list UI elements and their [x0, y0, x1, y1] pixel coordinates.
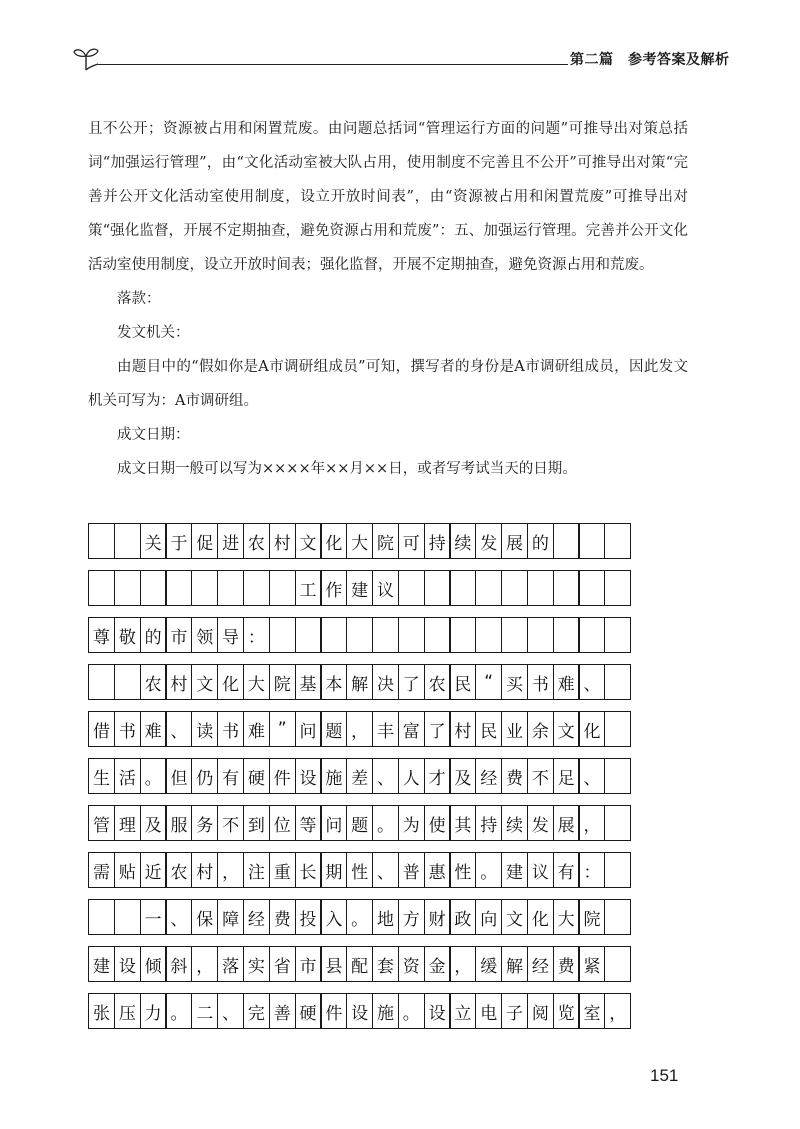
grid-cell: 理 — [114, 805, 141, 841]
grid-cell: 。 — [140, 758, 167, 794]
grid-cell — [114, 523, 141, 559]
grid-cell — [398, 617, 425, 653]
paragraph-issuer-explanation: 由题目中的“假如你是A市调研组成员”可知，撰写者的身份是A市调研组成员，因此发文机关可写为：A市调研组。 — [88, 359, 688, 409]
grid-cell: 展 — [501, 523, 528, 559]
grid-cell — [501, 617, 528, 653]
grid-cell — [88, 523, 115, 559]
grid-cell: 解 — [501, 946, 528, 982]
grid-cell: 县 — [320, 946, 347, 982]
grid-cell: 大 — [346, 523, 373, 559]
grid-cell: 等 — [295, 805, 322, 841]
grid-cell — [604, 617, 631, 653]
grid-cell: 人 — [398, 758, 425, 794]
grid-row — [88, 805, 682, 841]
grid-cell: 化 — [578, 711, 605, 747]
grid-cell — [527, 570, 554, 606]
grid-cell: 件 — [320, 993, 347, 1029]
grid-cell — [475, 570, 502, 606]
grid-cell: 书 — [527, 664, 554, 700]
grid-cell: 套 — [372, 946, 399, 982]
grid-cell: 院 — [578, 899, 605, 935]
grid-cell — [372, 617, 399, 653]
grid-cell: 书 — [114, 711, 141, 747]
grid-cell: 立 — [449, 993, 476, 1029]
grid-cell: 难 — [553, 664, 580, 700]
grid-cell: ： — [578, 852, 605, 888]
grid-cell: ， — [191, 946, 218, 982]
grid-cell: 大 — [243, 664, 270, 700]
grid-cell: 政 — [449, 899, 476, 935]
grid-cell: 、 — [578, 664, 605, 700]
grid-cell: 文 — [295, 523, 322, 559]
grid-cell: 院 — [372, 523, 399, 559]
grid-cell: 配 — [346, 946, 373, 982]
grid-cell: 、 — [165, 711, 192, 747]
grid-cell — [217, 570, 244, 606]
grid-cell: 决 — [372, 664, 399, 700]
grid-cell — [578, 617, 605, 653]
grid-cell — [604, 570, 631, 606]
grid-cell: 业 — [501, 711, 528, 747]
grid-cell: 、 — [217, 993, 244, 1029]
grid-cell: 领 — [191, 617, 218, 653]
grid-cell: 建 — [501, 852, 528, 888]
grid-cell: 化 — [320, 523, 347, 559]
grid-cell: 民 — [449, 664, 476, 700]
grid-cell: 期 — [320, 852, 347, 888]
grid-cell — [604, 523, 631, 559]
grid-cell: 不 — [527, 758, 554, 794]
grid-cell: 性 — [346, 852, 373, 888]
grid-cell — [269, 570, 296, 606]
answer-text — [88, 112, 688, 486]
grid-cell — [140, 570, 167, 606]
grid-cell — [114, 899, 141, 935]
grid-cell: 难 — [243, 711, 270, 747]
grid-cell: 。 — [372, 805, 399, 841]
grid-cell — [320, 617, 347, 653]
grid-row — [88, 570, 682, 606]
grid-cell — [604, 758, 631, 794]
grid-cell: 设 — [346, 993, 373, 1029]
grid-cell: 经 — [243, 899, 270, 935]
header-rule — [98, 64, 568, 65]
grid-cell: 足 — [553, 758, 580, 794]
grid-cell: 室 — [578, 993, 605, 1029]
grid-cell: 实 — [243, 946, 270, 982]
grid-cell — [578, 570, 605, 606]
grid-cell: 农 — [140, 664, 167, 700]
grid-cell: 关 — [140, 523, 167, 559]
grid-cell: 问 — [295, 711, 322, 747]
grid-cell: 续 — [449, 523, 476, 559]
grid-cell: 费 — [269, 899, 296, 935]
grid-cell: 续 — [501, 805, 528, 841]
grid-cell — [578, 523, 605, 559]
grid-cell: 化 — [527, 899, 554, 935]
grid-cell: 惠 — [424, 852, 451, 888]
grid-cell: 重 — [269, 852, 296, 888]
grid-cell: 贴 — [114, 852, 141, 888]
grid-cell: 差 — [346, 758, 373, 794]
grid-cell — [424, 570, 451, 606]
grid-cell: 服 — [165, 805, 192, 841]
grid-cell: 工 — [295, 570, 322, 606]
grid-cell: 基 — [295, 664, 322, 700]
grid-cell — [269, 617, 296, 653]
grid-cell: 设 — [114, 946, 141, 982]
grid-cell: 促 — [191, 523, 218, 559]
grid-row — [88, 946, 682, 982]
grid-cell: 压 — [114, 993, 141, 1029]
grid-cell: 才 — [424, 758, 451, 794]
grid-cell: 题 — [320, 711, 347, 747]
grid-cell: 、 — [578, 758, 605, 794]
grid-cell: 。 — [346, 899, 373, 935]
grid-cell: 经 — [475, 758, 502, 794]
grid-cell: 进 — [217, 523, 244, 559]
grid-cell — [88, 899, 115, 935]
grid-cell: 市 — [295, 946, 322, 982]
grid-cell: 村 — [269, 523, 296, 559]
grid-cell — [88, 570, 115, 606]
grid-cell: 农 — [243, 523, 270, 559]
grid-cell: 设 — [424, 993, 451, 1029]
grid-cell: 文 — [553, 711, 580, 747]
grid-cell: 施 — [320, 758, 347, 794]
grid-row — [88, 899, 682, 935]
grid-cell: ” — [269, 711, 296, 747]
grid-cell: 二 — [191, 993, 218, 1029]
grid-cell: 财 — [424, 899, 451, 935]
grid-cell: 近 — [140, 852, 167, 888]
grid-cell: 展 — [553, 805, 580, 841]
grid-row — [88, 758, 682, 794]
grid-cell — [604, 664, 631, 700]
grid-cell: 敬 — [114, 617, 141, 653]
grid-cell: “ — [475, 664, 502, 700]
grid-cell — [191, 570, 218, 606]
grid-cell: ， — [217, 852, 244, 888]
grid-cell: 的 — [140, 617, 167, 653]
grid-cell: 不 — [217, 805, 244, 841]
grid-cell: 活 — [114, 758, 141, 794]
grid-cell: 长 — [295, 852, 322, 888]
grid-cell: 村 — [165, 664, 192, 700]
grid-cell: 村 — [191, 852, 218, 888]
grid-cell: ， — [578, 805, 605, 841]
grid-cell — [604, 852, 631, 888]
grid-cell: 阅 — [527, 993, 554, 1029]
grid-cell: 、 — [165, 899, 192, 935]
grid-cell: 难 — [140, 711, 167, 747]
grid-cell — [88, 664, 115, 700]
grid-cell: 本 — [320, 664, 347, 700]
paragraph-date-heading: 成文日期： — [117, 427, 190, 443]
grid-cell: 硬 — [295, 993, 322, 1029]
grid-cell: 问 — [320, 805, 347, 841]
grid-cell: 为 — [398, 805, 425, 841]
grid-cell: 大 — [553, 899, 580, 935]
grid-cell — [604, 899, 631, 935]
grid-cell: 可 — [398, 523, 425, 559]
grid-cell: 尊 — [88, 617, 115, 653]
grid-cell: 览 — [553, 993, 580, 1029]
essay-grid — [88, 523, 682, 1040]
grid-cell — [527, 617, 554, 653]
grid-cell: 发 — [475, 523, 502, 559]
grid-cell — [553, 570, 580, 606]
grid-cell: 及 — [140, 805, 167, 841]
grid-cell: 施 — [372, 993, 399, 1029]
grid-cell: 保 — [191, 899, 218, 935]
grid-cell: 文 — [501, 899, 528, 935]
grid-cell — [346, 617, 373, 653]
paragraph-signature-heading: 落款： — [117, 291, 161, 307]
grid-cell — [424, 617, 451, 653]
grid-cell — [114, 570, 141, 606]
grid-cell: 使 — [424, 805, 451, 841]
grid-cell: 性 — [449, 852, 476, 888]
grid-cell: 于 — [165, 523, 192, 559]
grid-cell: 件 — [269, 758, 296, 794]
grid-cell: 买 — [501, 664, 528, 700]
grid-cell — [553, 523, 580, 559]
paragraph-analysis: 且不公开；资源被占用和闲置荒废。由问题总括词“管理运行方面的问题”可推导出对策总括词“加强运行管理”，由“文化活动室被大队占用，使用制度不完善且不公开”可推导出对策“完善并公开文化活动室使用制度，设立开放时间表”，由“资源被占用和闲置荒废”可推导出对策“强化监督，开展不定期抽查，避免资源占用和荒废”：五、加强运行管理。完善并公开文化活动室使用制度，设立开放时间表；强化监督，开展不定期抽查，避免资源占用和荒废。 — [88, 121, 688, 273]
grid-cell: 设 — [295, 758, 322, 794]
grid-cell: 丰 — [372, 711, 399, 747]
grid-cell: 文 — [191, 664, 218, 700]
grid-cell — [398, 570, 425, 606]
grid-cell: 力 — [140, 993, 167, 1029]
grid-cell: 子 — [501, 993, 528, 1029]
grid-row — [88, 993, 682, 1029]
grid-cell: 务 — [191, 805, 218, 841]
grid-cell: 建 — [346, 570, 373, 606]
grid-cell: 持 — [475, 805, 502, 841]
grid-cell: 解 — [346, 664, 373, 700]
grid-cell: 题 — [346, 805, 373, 841]
grid-row — [88, 852, 682, 888]
grid-cell: 管 — [88, 805, 115, 841]
grid-row — [88, 664, 682, 700]
grid-cell: 入 — [320, 899, 347, 935]
grid-cell: 完 — [243, 993, 270, 1029]
page-header — [72, 44, 730, 74]
grid-cell: 地 — [372, 899, 399, 935]
grid-cell: 资 — [398, 946, 425, 982]
grid-cell: 经 — [527, 946, 554, 982]
grid-cell: 善 — [269, 993, 296, 1029]
grid-cell: 持 — [424, 523, 451, 559]
grid-cell: 省 — [269, 946, 296, 982]
grid-cell: 费 — [501, 758, 528, 794]
grid-cell: 。 — [475, 852, 502, 888]
grid-cell: 农 — [165, 852, 192, 888]
grid-cell: 其 — [449, 805, 476, 841]
grid-cell — [475, 617, 502, 653]
grid-cell: 投 — [295, 899, 322, 935]
grid-cell: 了 — [424, 711, 451, 747]
grid-cell: ， — [346, 711, 373, 747]
grid-cell: 一 — [140, 899, 167, 935]
grid-cell — [114, 664, 141, 700]
grid-row — [88, 523, 682, 559]
grid-cell: 生 — [88, 758, 115, 794]
grid-cell: 富 — [398, 711, 425, 747]
grid-row — [88, 711, 682, 747]
grid-cell: 借 — [88, 711, 115, 747]
grid-cell: 电 — [475, 993, 502, 1029]
paragraph-issuer-heading: 发文机关： — [117, 325, 190, 341]
grid-cell: 书 — [217, 711, 244, 747]
grid-cell: 建 — [88, 946, 115, 982]
grid-cell — [604, 946, 631, 982]
grid-cell: 障 — [217, 899, 244, 935]
grid-cell: 斜 — [165, 946, 192, 982]
grid-cell: 、 — [372, 758, 399, 794]
grid-cell: 院 — [269, 664, 296, 700]
grid-cell: 张 — [88, 993, 115, 1029]
grid-cell: 村 — [449, 711, 476, 747]
grid-cell — [243, 570, 270, 606]
grid-cell: 。 — [165, 993, 192, 1029]
grid-cell — [604, 805, 631, 841]
grid-cell: 农 — [424, 664, 451, 700]
section-title: 第二篇 参考答案及解析 — [570, 52, 730, 68]
grid-cell: 及 — [449, 758, 476, 794]
grid-cell: 位 — [269, 805, 296, 841]
grid-cell: 议 — [372, 570, 399, 606]
grid-cell: 仍 — [191, 758, 218, 794]
grid-cell: 缓 — [475, 946, 502, 982]
grid-cell: 有 — [553, 852, 580, 888]
grid-cell: 化 — [217, 664, 244, 700]
grid-cell: 硬 — [243, 758, 270, 794]
grid-cell: 金 — [424, 946, 451, 982]
grid-cell — [449, 617, 476, 653]
grid-cell: 作 — [320, 570, 347, 606]
grid-cell: 需 — [88, 852, 115, 888]
grid-cell: 紧 — [578, 946, 605, 982]
grid-cell: 余 — [527, 711, 554, 747]
grid-cell: 普 — [398, 852, 425, 888]
grid-cell: 注 — [243, 852, 270, 888]
grid-cell — [553, 617, 580, 653]
grid-cell: 到 — [243, 805, 270, 841]
grid-row — [88, 617, 682, 653]
grid-cell — [449, 570, 476, 606]
grid-cell: ， — [449, 946, 476, 982]
grid-cell: 但 — [165, 758, 192, 794]
grid-cell: ， — [604, 993, 631, 1029]
grid-cell: 发 — [527, 805, 554, 841]
page-number: 151 — [650, 1066, 679, 1085]
grid-cell: 民 — [475, 711, 502, 747]
grid-cell: 费 — [553, 946, 580, 982]
grid-cell: 了 — [398, 664, 425, 700]
grid-cell: 、 — [372, 852, 399, 888]
grid-cell — [295, 617, 322, 653]
grid-cell: 落 — [217, 946, 244, 982]
grid-cell: 的 — [527, 523, 554, 559]
grid-cell — [501, 570, 528, 606]
grid-cell: 读 — [191, 711, 218, 747]
grid-cell — [604, 711, 631, 747]
paragraph-date-explanation: 成文日期一般可以写为××××年××月××日，或者写考试当天的日期。 — [117, 461, 577, 477]
grid-cell: 方 — [398, 899, 425, 935]
grid-cell — [165, 570, 192, 606]
grid-cell: 市 — [165, 617, 192, 653]
grid-cell: 向 — [475, 899, 502, 935]
grid-cell: 导 — [217, 617, 244, 653]
grid-cell: 有 — [217, 758, 244, 794]
grid-cell: 议 — [527, 852, 554, 888]
grid-cell: 。 — [398, 993, 425, 1029]
grid-cell: ： — [243, 617, 270, 653]
sprout-icon — [72, 44, 100, 72]
grid-cell: 倾 — [140, 946, 167, 982]
